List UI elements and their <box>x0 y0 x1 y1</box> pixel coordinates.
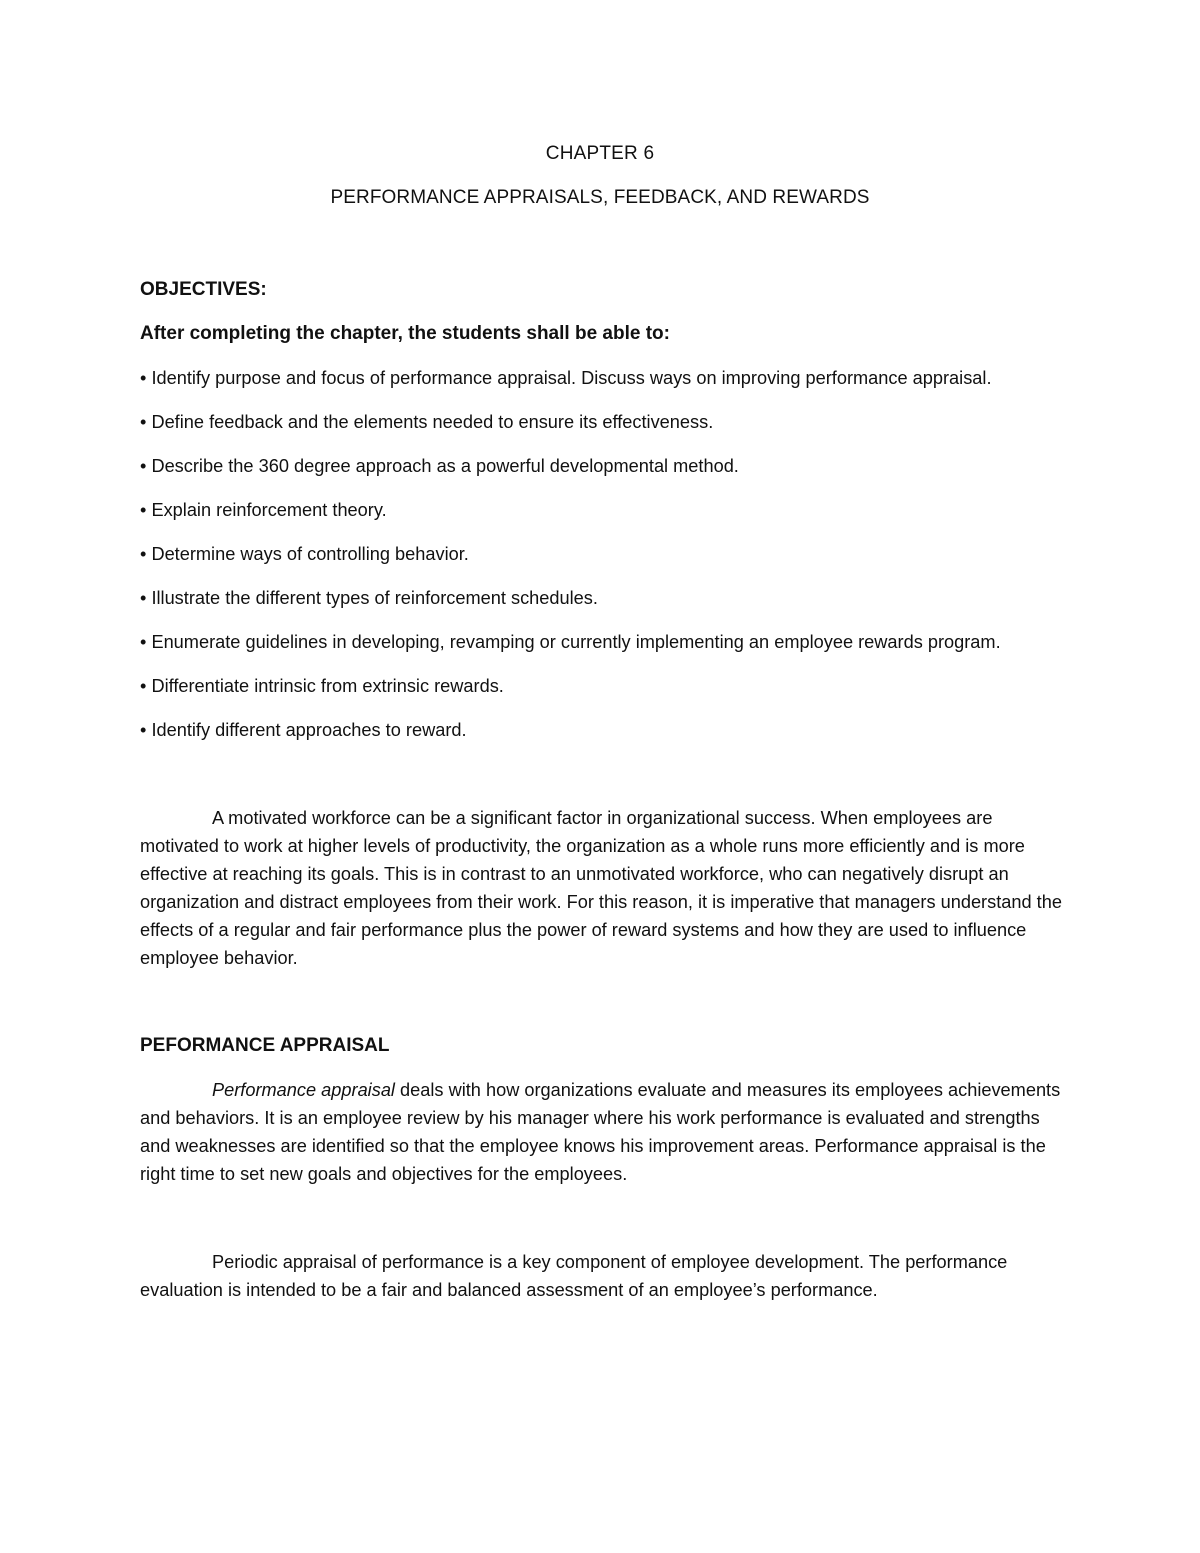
bullet-icon: • <box>140 676 147 696</box>
bullet-icon: • <box>140 720 147 740</box>
appraisal-term: Performance appraisal <box>212 1080 395 1100</box>
objectives-list <box>140 364 1065 744</box>
appraisal-paragraph-1 <box>140 1076 1065 1188</box>
objective-text: Identify purpose and focus of performance appraisal. Discuss ways on improving performance appraisal. <box>151 368 992 388</box>
chapter-number: CHAPTER 6 <box>545 143 655 164</box>
objective-item <box>140 716 1065 744</box>
objective-text: Define feedback and the elements needed to ensure its effectiveness. <box>151 412 714 432</box>
objective-text: Illustrate the different types of reinforcement schedules. <box>151 588 598 608</box>
bullet-icon: • <box>140 368 147 388</box>
objective-item <box>140 452 1065 480</box>
appraisal-paragraph-2: Periodic appraisal of performance is a key component of employee development. The performance evaluation is intended to be a fair and balanced assessment of an employee’s performance. <box>140 1252 1008 1300</box>
document-body <box>140 276 1065 1304</box>
bullet-icon: • <box>140 500 147 520</box>
chapter-title: PERFORMANCE APPRAISALS, FEEDBACK, AND REWARDS <box>330 187 870 208</box>
bullet-icon: • <box>140 412 147 432</box>
objectives-heading: OBJECTIVES: <box>140 279 267 300</box>
objective-text: Describe the 360 degree approach as a powerful developmental method. <box>151 456 739 476</box>
intro-paragraph: A motivated workforce can be a significant factor in organizational success. When employees are motivated to work at higher levels of productivity, the organization as a whole runs more efficiently and is more effective at reaching its goals. This is in contrast to an unmotivated workforce, who can negatively disrupt an organization and distract employees from their work. For this reason, it is imperative that managers understand the effects of a regular and fair performance plus the power of reward systems and how they are used to influence employee behavior. <box>140 808 1062 968</box>
objective-item <box>140 540 1065 568</box>
section-heading: PEFORMANCE APPRAISAL <box>140 1035 390 1056</box>
objective-item <box>140 408 1065 436</box>
objective-item <box>140 496 1065 524</box>
objectives-intro: After completing the chapter, the students shall be able to: <box>140 323 670 344</box>
objective-text: Enumerate guidelines in developing, revamping or currently implementing an employee rewards program. <box>151 632 1001 652</box>
bullet-icon: • <box>140 588 147 608</box>
objective-text: Determine ways of controlling behavior. <box>151 544 469 564</box>
objective-text: Explain reinforcement theory. <box>151 500 387 520</box>
objective-item <box>140 672 1065 700</box>
bullet-icon: • <box>140 456 147 476</box>
bullet-icon: • <box>140 544 147 564</box>
objective-item <box>140 584 1065 612</box>
objective-text: Differentiate intrinsic from extrinsic rewards. <box>151 676 504 696</box>
bullet-icon: • <box>140 632 147 652</box>
objective-item <box>140 364 1065 392</box>
objective-text: Identify different approaches to reward. <box>151 720 467 740</box>
objective-item <box>140 628 1065 656</box>
appraisal-paragraph-1-text: deals with how organizations evaluate and measures its employees achievements and behaviors. It is an employee review by his manager where his work performance is evaluated and strengths and weaknesses are identified so that the employee knows his improvement areas. Performance appraisal is the right time to set new goals and objectives for the employees. <box>140 1080 1061 1184</box>
